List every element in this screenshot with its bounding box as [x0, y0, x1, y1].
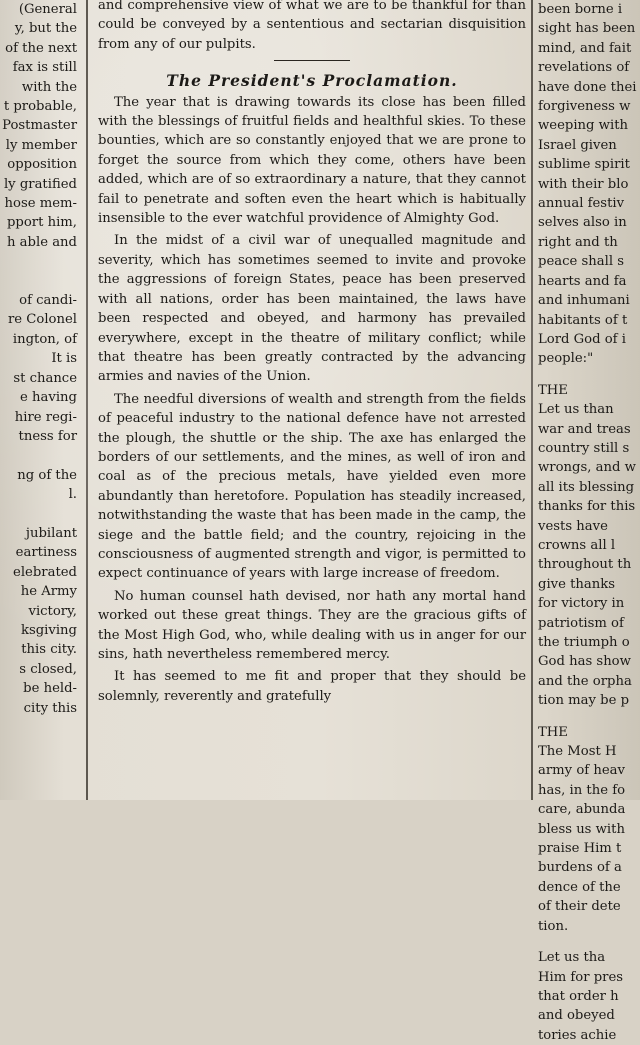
left-column-line: t probable,	[3, 99, 77, 115]
right-column-line: of their dete	[538, 899, 621, 915]
left-column-line: elebrated	[13, 564, 77, 580]
right-column-line: God has show	[538, 654, 631, 670]
left-column-line: jubilant	[25, 525, 77, 541]
left-column-line: y, but the	[14, 21, 77, 37]
right-column-line: peace shall s	[538, 254, 625, 270]
left-column-line: hose mem-	[4, 196, 77, 212]
left-column-line: ington, of	[12, 331, 77, 347]
right-column-low-block	[538, 723, 640, 936]
right-column-line: right and th	[538, 234, 618, 250]
right-column-line: praise Him t	[538, 841, 622, 857]
left-column-line: ksgiving	[20, 622, 77, 638]
left-column-line: hire regi-	[14, 409, 77, 425]
left-column-low-block	[0, 466, 77, 505]
right-column-line: country still s	[538, 440, 630, 456]
left-column-line: this city.	[21, 642, 77, 658]
right-column-line: tion.	[538, 918, 569, 934]
right-column-line: army of heav	[538, 763, 625, 779]
right-column-line: burdens of a	[538, 860, 622, 876]
left-column-gap	[0, 446, 77, 465]
right-column-line: sight has been	[538, 21, 636, 37]
right-column-line: wrongs, and w	[538, 460, 636, 476]
left-column-line: Postmaster	[2, 118, 77, 134]
left-column-line: with the	[21, 79, 77, 95]
right-column-line: for victory in	[538, 596, 625, 612]
left-column-line: e having	[20, 390, 77, 406]
right-column-line: forgiveness w	[538, 99, 631, 115]
right-column-line: revelations of	[538, 60, 630, 76]
right-column-line: that order h	[538, 988, 619, 1004]
left-column-line: he Army	[20, 584, 77, 600]
right-column-line: and inhumani	[538, 293, 630, 309]
right-column-line: tories achie	[538, 1027, 617, 1043]
intro-paragraph: and comprehensive view of what we are to be thankful for than could be conveyed by a sententious and sectarian disquisition from any of our pulpits.	[98, 0, 526, 52]
article-paragraph: In the midst of a civil war of unequalled magnitude and severity, which has sometimes seemed to invite and provoke the aggressions of foreign States, peace has been preserved with all nations, order has been maintained, the laws have been respected and obeyed, and harmony has prevailed everywhere, except in the theatre of military conflict; while that theatre has been greatly contracted by the advancing armies and navies of the Union.	[98, 233, 526, 385]
right-column-line: the triumph o	[538, 635, 630, 650]
left-column-line: be held-	[23, 681, 77, 697]
left-column-line: city this	[23, 700, 77, 716]
right-column-line: bless us with	[538, 821, 625, 837]
right-column-line: annual festiv	[538, 196, 625, 212]
left-column-gap	[0, 272, 77, 291]
main-column	[94, 0, 526, 800]
article-paragraph: The needful diversions of wealth and strength from the fields of peaceful industry to the national defence have not arrested the plough, the shuttle or the ship. The axe has enlarged the borders of our settlements, and the mines, as well of iron and coal as of the precious metals, have yielded even more abundantly than heretofore. Population has steadily increased, notwithstanding the waste that has been made in the camp, the siege and the battle field; and the country, rejoicing in the consciousness of augmented strength and vigor, is permitted to expect continuance of years with large increase of freedom.	[98, 391, 526, 582]
right-column-line: and obeyed	[538, 1008, 615, 1024]
left-column-line: ly gratified	[3, 176, 77, 192]
right-column-line: The Most H	[538, 744, 617, 760]
left-column-line: s closed,	[19, 661, 77, 677]
right-column-line: with their blo	[538, 176, 629, 192]
right-column-line: throughout th	[538, 557, 632, 573]
article-paragraph: It has seemed to me fit and proper that they should be solemnly, reverently and gratefully	[98, 669, 526, 704]
article-paragraph: No human counsel hath devised, nor hath any mortal hand worked out these great things. They are the gracious gifts of the Most High God, who, while dealing with us in anger for our sins, hath nevertheless remembered mercy.	[98, 588, 526, 662]
left-column-line: (General	[18, 2, 77, 17]
left-column-line: of candi-	[19, 293, 77, 309]
right-column-line: Israel given	[538, 137, 617, 153]
left-column-line: ly member	[5, 137, 77, 153]
right-column-line: give thanks	[538, 576, 616, 592]
right-column-line: thanks for this	[538, 499, 636, 515]
right-column-line: have done thei	[538, 79, 637, 95]
right-column-line: all its blessing	[538, 479, 635, 495]
column-divider-right	[531, 0, 533, 800]
left-column-line: fax is still	[12, 60, 77, 76]
left-column-gap	[0, 505, 77, 524]
article-paragraph: The year that is drawing towards its close has been filled with the blessings of fruitful fields and healthful skies. To these bounties, which are so constantly enjoyed that we are prone to forget the source from which they come, others have been added, which are of so extraordinary a nature, that they cannot fail to penetrate and soften even the heart which is habitually insensible to the ever watchful providence of Almighty God.	[98, 94, 526, 227]
left-column-line: st chance	[13, 370, 77, 386]
right-column-line: sublime spirit	[538, 157, 630, 173]
right-column-line: hearts and fa	[538, 273, 627, 289]
left-column-line: victory,	[28, 603, 77, 619]
left-column-line: opposition	[7, 157, 77, 173]
right-column-gap	[538, 711, 640, 723]
right-column-bottom-block	[538, 948, 640, 1045]
right-column-line: vests have	[538, 518, 608, 534]
left-column-line: tness for	[18, 428, 77, 444]
left-column-bottom-block	[0, 524, 77, 718]
left-column-line: re Colonel	[7, 312, 77, 328]
left-column-gap	[0, 252, 77, 271]
left-column-line: It is	[51, 351, 77, 367]
right-column-line: selves also in	[538, 215, 627, 231]
left-column-line: pport him,	[6, 215, 77, 231]
right-column-mid-block	[538, 381, 640, 711]
right-column-line: THE	[538, 724, 568, 740]
left-column-line: l.	[68, 487, 77, 503]
right-column-line: crowns all l	[538, 537, 616, 553]
right-column-line: care, abunda	[538, 802, 626, 818]
right-column-line: Him for pres	[538, 969, 624, 985]
left-column	[0, 0, 77, 800]
right-column-gap	[538, 936, 640, 948]
left-column-line: eartiness	[15, 545, 77, 561]
left-column-line: ng of the	[17, 467, 77, 483]
right-column-line: mind, and fait	[538, 40, 632, 56]
right-column-line: Let us than	[538, 402, 614, 418]
right-column	[538, 0, 640, 1043]
right-column-line: war and treas	[538, 421, 631, 437]
right-column-line: people:"	[538, 351, 594, 367]
left-column-line: of the next	[5, 40, 77, 56]
right-column-top-block	[538, 0, 640, 369]
right-column-line: and the orpha	[538, 673, 632, 689]
right-column-line: THE	[538, 382, 568, 398]
right-column-line: dence of the	[538, 879, 621, 895]
left-column-top-block	[0, 0, 77, 252]
right-column-line: Let us tha	[538, 950, 606, 966]
article-headline: The President's Proclamation.	[166, 71, 458, 91]
left-column-mid-block	[0, 291, 77, 446]
left-column-line: h able and	[6, 234, 77, 250]
right-column-line: habitants of t	[538, 312, 628, 328]
right-column-line: has, in the fo	[538, 782, 626, 798]
right-column-line: weeping with	[538, 118, 628, 134]
right-column-line: been borne i	[538, 2, 623, 17]
right-column-gap	[538, 369, 640, 381]
right-column-line: Lord God of i	[538, 331, 626, 347]
column-divider-left	[86, 0, 88, 800]
headline-rule	[274, 60, 350, 61]
right-column-line: patriotism of	[538, 615, 624, 631]
right-column-line: tion may be p	[538, 693, 630, 709]
